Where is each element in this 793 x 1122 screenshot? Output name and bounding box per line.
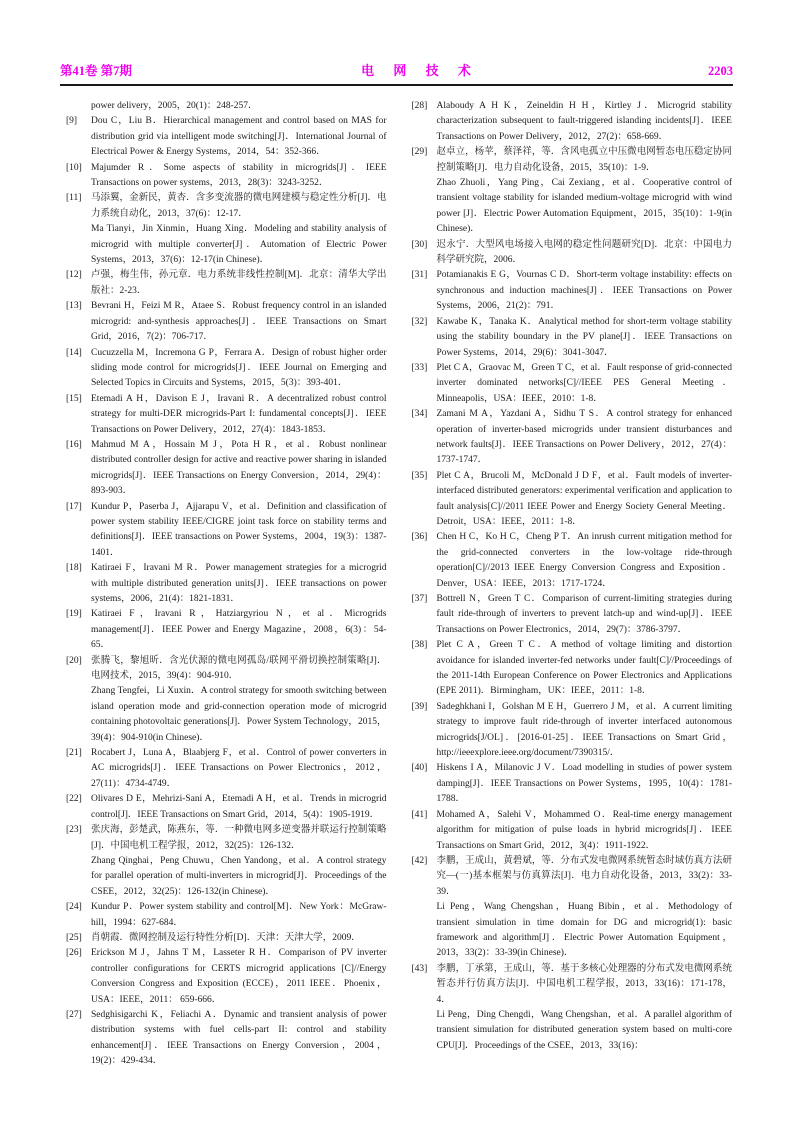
reference-item [412,407,733,469]
reference-number: [32] [411,316,428,327]
page-header [60,60,733,79]
reference-item [412,469,733,531]
reference-item [412,700,733,762]
reference-number: [17] [66,501,82,512]
reference-item [66,654,387,746]
reference-text: 卢强，梅生伟，孙元章．电力系统非线性控制[M]．北京：清华大学出版社：2-23． [91,270,387,296]
reference-text: Hiskens I A，Milanovic J V．Load modelling in studies of power system damping[J]．IEEE Transactions on Power Systems，1995，10(4)：1781-1788． [436,763,732,805]
reference-number: [40] [411,763,428,774]
reference-number: [20] [66,655,82,666]
reference-number: [10] [66,162,82,173]
reference-item [412,530,733,592]
reference-text: Mohamed A，Salehi V，Mohammed O．Real-time energy management algorithm for mitigation of pulse loads in hybrid microgrids[J]．IEEE Transactions on Smart Grid，2012，3(4)：1911-1922． [436,809,732,851]
reference-translation: Ma Tianyi，Jin Xinmin，Huang Xing．Modeling and stability analysis of microgrid with multiple converter[J]．Automation of Electric Power Systems，2013，37(6)：12-17(in Chinese)． [91,224,387,266]
reference-translation: Li Peng，Wang Chengshan，Huang Bibin，et al．Methodology of transient simulation in time domain for DG and microgrid(1): basic framework and algorithm[J]．Electric Power Automation Equipment，2013，33(2)：33-39(in Chinese)． [436,902,732,959]
reference-item [66,114,387,160]
reference-text: Zamani M A，Yazdani A，Sidhu T S．A control strategy for enhanced operation of inverter-based microgrids under transient disturbances and network faults[J]．IEEE Transactions on Power Delivery，2012，27(4)：1737-1747． [436,409,732,466]
reference-number: [12] [66,270,82,281]
reference-text: 张腾飞，黎旭昕．含光伏源的微电网孤岛/联网平滑切换控制策略[J]．电网技术，2015，39(4)：904-910． [91,655,387,682]
reference-number: [29] [411,147,428,158]
reference-text: Kundur P．Power system stability and control[M]．New York：McGraw-hill，1994：627-684． [91,902,387,928]
reference-number: [42] [411,855,428,866]
reference-item [66,607,387,653]
reference-text: Rocabert J，Luna A，Blaabjerg F，et al．Control of power converters in AC microgrids[J]．IEEE Transactions on Power Electronics，2012，27(11)：4734-4749． [91,748,387,789]
reference-text: Sedghisigarchi K，Feliachi A．Dynamic and transient analysis of power distribution systems with fuel cells-part II: control and stability enhancement[J]．IEEE Transactions on Energy Conversion，2004，19(2)：429-434． [91,1009,387,1067]
reference-number: [14] [66,347,82,358]
reference-text: Kundur P，Paserba J，Ajjarapu V，et al．Definition and classification of power system stability IEEE/CIGRE joint task force on stability terms and definitions[J]．IEEE transactions on Power Systems，2004，19(3)：1387-1401． [91,501,387,558]
reference-item [66,1008,387,1070]
reference-text: Potamianakis E G，Vournas C D．Short-term voltage instability: effects on synchronous and induction machines[J]．IEEE Transactions on Power Systems，2006，21(2)：791． [436,270,732,312]
reference-number: [26] [66,948,82,959]
reference-item [412,638,733,700]
reference-text: Plet C A，Brucoli M，McDonald J D F，et al．Fault models of inverter-interfaced distributed generators: experimental verification and application to fault analysis[C]//2011 IEEE Power and Energy Society General Meeting．Detroit，USA：IEEE，2011：1-8． [436,470,732,527]
reference-number: [19] [66,609,82,620]
reference-text: Bottrell N，Green T C．Comparison of current-limiting strategies during fault ride-through of inverters to prevent latch-up and wind-up[J]．IEEE Transactions on Power Electronics，2014，29(7)：3786-3797． [436,594,732,635]
reference-number: [41] [411,809,428,820]
reference-number: [13] [66,301,82,312]
reference-text: Bevrani H，Feizi M R，Ataee S．Robust frequency control in an islanded microgrid: and-synthesis approaches[J]．IEEE Transactions on Smart Grid，2016，7(2)：706-717． [91,301,387,343]
reference-text: Katiraei F，Iravani M R．Power management strategies for a microgrid with multiple distributed generation units[J]．IEEE transactions on power systems，2006，21(4)：1821-1831． [91,563,387,604]
volume-issue: 第41卷 第7期 [60,64,132,78]
reference-item [66,946,387,1008]
reference-item [66,299,387,345]
reference-number: [43] [411,963,428,974]
reference-text: 李鹏，丁承第，王成山，等．基于多核心处理器的分布式发电微网系统暂态并行仿真方法[J]．中国电机工程学报，2013，33(16)：171-178，4． [436,963,732,1005]
reference-item [66,823,387,900]
reference-item [66,438,387,500]
reference-item [412,854,733,962]
reference-number: [25] [66,932,82,943]
reference-text: 李鹏，王成山，黄碧斌，等．分布式发电微网系统暂态时域仿真方法研究—(一)基本框架与仿真算法[J]．电力自动化设备，2013，33(2)：33-39． [436,855,732,897]
reference-text: Dou C，Liu B．Hierarchical management and control based on MAS for distribution grid via intelligent mode switching[J]．International Journal of Electrical Power & Energy Systems，2014，54：352-366． [91,116,387,158]
reference-item [66,931,387,946]
reference-number: [9] [66,116,78,127]
reference-number: [15] [66,393,82,404]
reference-number: [37] [411,594,428,604]
reference-number: [18] [66,563,82,574]
reference-item [66,161,387,192]
references-left-column [66,99,387,1082]
reference-number: [38] [411,640,428,651]
reference-item [66,99,387,114]
reference-item [412,592,733,638]
reference-number: [11] [66,193,82,204]
reference-number: [22] [66,794,82,805]
reference-text: 肖朝霞．微网控制及运行特性分析[D]．天津：天津大学，2009． [91,932,361,943]
reference-item [412,99,733,145]
reference-text: Sadeghkhani I，Golshan M E H，Guerrero J M，et al．A current limiting strategy to improve fault ride-through of inverter interfaced autonomous microgrids[J/OL]．[2016-01-25]．IEEE Transactions on Smart Grid，http://ieeexplore.ieee.org/document/7390315/． [436,701,732,759]
reference-text: 马添翼，金新民，黄杏．含多变流器的微电网建模与稳定性分析[J]．电力系统自动化，2013，37(6)：12-17． [91,193,387,219]
reference-item [66,561,387,607]
reference-text: Cucuzzella M，Incremona G P，Ferrara A．Design of robust higher order sliding mode control for microgrids[J]．IEEE Journal on Emerging and Selected Topics in Circuits and Systems，2015，5(3)：393-401． [91,347,387,389]
reference-number: [35] [411,470,428,481]
reference-text: Erickson M J，Jahns T M，Lasseter R H．Comparison of PV inverter controller configurations for CERTS microgrid applications [C]//Energy Conversion Congress and Exposition (ECCE)，2011 IEEE．Phoenix，USA：IEEE，2011： 659-666． [91,948,387,1005]
reference-text: Olivares D E，Mehrizi-Sani A，Etemadi A H，et al．Trends in microgrid control[J]．IEEE Transactions on Smart Grid，2014，5(4)：1905-1919． [91,794,387,820]
reference-number: [23] [66,825,82,836]
reference-text: Mahmud M A，Hossain M J，Pota H R，et al．Robust nonlinear distributed controller design for active and reactive power sharing in islanded microgrids[J]．IEEE Transactions on Energy Conversion，2014，29(4)：893-903． [91,439,387,497]
references-right-column [412,99,733,1082]
reference-number: [39] [411,701,428,712]
reference-item [66,346,387,392]
reference-number: [31] [411,270,428,281]
reference-text: 张庆海，彭楚武，陈燕东，等．一种微电网多逆变器并联运行控制策略[J]．中国电机工程学报，2012，32(25)：126-132． [91,825,387,851]
reference-translation: Zhang Tengfei，Li Xuxin．A control strategy for smooth switching between island operation mode and grid-connection operation mode of microgrid containing photovoltaic generations[J]．Power System Technology，2015，39(4)：904-910(in Chinese)． [91,686,387,743]
reference-translation: Zhang Qinghai，Peng Chuwu，Chen Yandong，et al．A control strategy for parallel operation of multi-inverters in microgrid[J]．Proceedings of the CSEE，2012，32(25)：126-132(in Chinese)． [91,855,387,897]
reference-number: [28] [411,101,428,111]
reference-translation: Zhao Zhuoli，Yang Ping，Cai Zexiang，et al．Cooperative control of transient voltage stability for islanded medium-voltage microgrid with wind power [J]．Electric Power Automation Equipment，2015，35(10)：1-9(in Chinese)． [436,178,732,235]
reference-text: Chen H C，Ko H C，Cheng P T．An inrush current mitigation method for the grid-connected converters in the low-voltage ride-through operation[C]//2013 IEEE Energy Conversion Congress and Exposition．Denver，USA：IEEE，2013：1717-1724． [436,532,732,589]
reference-text: Plet C A，Green T C．A method of voltage limiting and distortion avoidance for islanded inverter-fed networks under fault[C]//Proceedings of the 2011-14th European Conference on Power Electronics and Applications (EPE 2011)．Birmingham，UK：IEEE，2011：1-8． [436,640,732,697]
reference-item [412,268,733,314]
reference-item [66,900,387,931]
reference-text: Kawabe K，Tanaka K．Analytical method for short-term voltage stability using the stability boundary in the PV plane[J]．IEEE Transactions on Power Systems，2014，29(6)：3041-3047． [436,316,732,358]
reference-number: [34] [411,409,428,420]
reference-text: Plet C A，Graovac M，Green T C，et al．Fault response of grid-connected inverter dominated networks[C]//IEEE PES General Meeting．Minneapolis，USA：IEEE，2010：1-8． [436,362,732,404]
reference-text: power delivery，2005，20(1)：248-257． [91,101,258,111]
reference-number: [33] [411,362,428,373]
reference-item [412,808,733,854]
reference-text: 赵卓立，杨苹，蔡泽祥，等．含风电孤立中压微电网暂态电压稳定协同控制策略[J]．电力自动化设备，2015，35(10)：1-9． [436,147,732,173]
reference-text: Katiraei F，Iravani R，Hatziargyriou N，et al．Microgrids management[J]．IEEE Power and Energy Magazine，2008，6(3)：54-65． [91,609,387,651]
reference-item [412,962,733,1054]
reference-text: Alaboudy A H K，Zeineldin H H，Kirtley J．Microgrid stability characterization subsequent to fault-triggered islanding incidents[J]．IEEE Transactions on Power Delivery，2012，27(2)：658-669． [436,101,732,142]
reference-item [66,392,387,438]
header-rule [60,84,733,86]
reference-item [66,191,387,268]
page-number: 2203 [708,64,733,78]
reference-item [66,792,387,823]
reference-number: [30] [411,239,428,250]
references-section [66,99,732,1082]
reference-item [412,238,733,269]
reference-item [412,145,733,237]
reference-item [412,315,733,361]
reference-text: Majumder R．Some aspects of stability in microgrids[J]．IEEE Transactions on power systems，2013，28(3)：3243-3252． [91,162,387,189]
reference-item [412,761,733,807]
reference-text: Etemadi A H，Davison E J，Iravani R．A decentralized robust control strategy for multi-DER microgrids-Part I: fundamental concepts[J]．IEEE Transactions on Power Delivery，2012，27(4)：1843-1853． [91,393,387,435]
reference-number: [24] [66,902,82,913]
reference-number: [16] [66,439,82,450]
reference-number: [27] [66,1009,82,1020]
reference-translation: Li Peng，Ding Chengdi，Wang Chengshan，et al．A parallel algorithm of transient simulation for distributed generation system based on multi-core CPU[J]．Proceedings of the CSEE，2013，33(16)： [436,1009,732,1051]
reference-item [66,746,387,792]
reference-item [412,361,733,407]
journal-title: 电 网 技 术 [361,63,479,78]
reference-number: [21] [66,748,82,759]
reference-item [66,268,387,299]
reference-item [66,500,387,562]
reference-text: 迟永宁．大型风电场接入电网的稳定性问题研究[D]．北京：中国电力科学研究院，2006． [436,239,732,266]
reference-number: [36] [411,532,428,543]
